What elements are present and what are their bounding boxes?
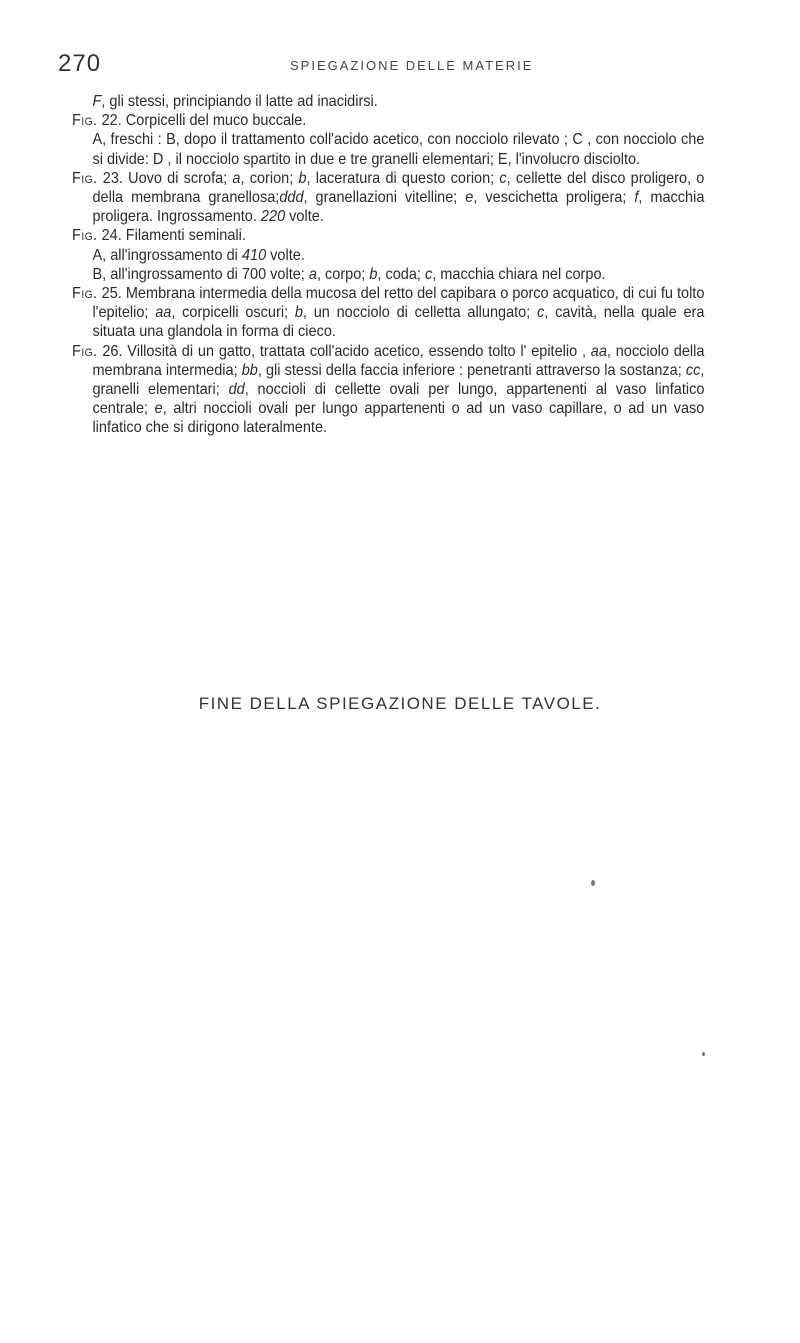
italic-reference: b — [294, 304, 303, 322]
caption-text: , cavità, nella quale era situata una glandola in forma di cieco. — [92, 304, 705, 341]
italic-reference: aa — [155, 304, 172, 322]
italic-reference: dd — [228, 381, 245, 399]
italic-reference: cc — [685, 361, 701, 379]
closing-line: FINE DELLA SPIEGAZIONE DELLE TAVOLE. — [198, 694, 602, 713]
caption-text: , corpo; — [316, 265, 370, 283]
italic-reference: 220 — [260, 208, 286, 226]
ink-speck — [702, 1052, 705, 1056]
italic-reference: c — [499, 169, 507, 187]
caption-text: , altri noccioli ovali per lungo appartenenti o ad un vaso capillare, o ad un vaso linfatico che si dirigono lateralmente. — [92, 400, 705, 437]
italic-reference: f — [634, 189, 639, 207]
figure-explanations — [72, 92, 704, 438]
caption-text: , corion; — [240, 169, 299, 187]
caption-detail — [72, 92, 704, 111]
caption-text: , cellette del disco proligero, o della membrana granellosa; — [92, 169, 705, 207]
italic-reference: e — [465, 189, 474, 207]
figure-label: Fig. — [72, 112, 98, 130]
caption-text: , un nocciolo di celletta allungato; — [302, 304, 538, 322]
caption-text: , macchia chiara nel corpo. — [432, 265, 606, 283]
italic-reference: bb — [241, 361, 258, 379]
caption-text: , noccioli di cellette ovali per lungo, appartenenti al vaso linfatico centrale; — [92, 381, 705, 418]
caption-text: 24. Filamenti seminali. — [97, 227, 246, 245]
italic-reference: b — [298, 169, 307, 187]
caption-text: , nocciolo della membrana intermedia; — [92, 342, 705, 379]
running-head: SPIEGAZIONE DELLE MATERIE — [290, 58, 534, 73]
page-header — [0, 50, 800, 80]
italic-reference: ddd — [279, 189, 304, 207]
figure-label: Fig. — [72, 169, 98, 187]
italic-reference: a — [308, 265, 317, 283]
ink-speck — [591, 880, 595, 886]
caption-text: A, all'ingrossamento di — [92, 246, 242, 264]
caption-text: 23. Uovo di scrofa; — [97, 169, 233, 187]
caption-text: volte. — [285, 208, 324, 226]
caption-text: , granelli elementari; — [92, 361, 705, 399]
italic-reference: aa — [590, 342, 607, 360]
caption-text: B, all'ingrossamento di 700 volte; — [92, 265, 309, 283]
figure-caption — [72, 342, 704, 438]
caption-text: , corpicelli oscuri; — [171, 304, 295, 322]
caption-text: , macchia proligera. Ingrossamento. — [92, 189, 705, 226]
caption-text: , laceratura di questo corion; — [306, 169, 500, 187]
figure-caption — [72, 226, 704, 245]
caption-text: A, freschi : B, dopo il trattamento coll'acido acetico, con nocciolo rilevato ; C , con nocciolo che si divide: D , il nocciolo spartito in due e tre granelli elementari; E, l'involucro disciolto. — [92, 131, 705, 168]
italic-reference: b — [369, 265, 378, 283]
page-number: 270 — [58, 50, 102, 77]
caption-detail — [72, 265, 704, 284]
figure-label: Fig. — [72, 342, 98, 360]
italic-reference: a — [232, 169, 241, 187]
caption-text: 25. Membrana intermedia della mucosa del retto del capibara o porco acquatico, di cui fu tolto l'epitelio; — [92, 285, 705, 322]
caption-text: , granellazioni vitelline; — [303, 189, 466, 207]
figure-caption — [72, 169, 704, 227]
figure-label: Fig. — [72, 227, 98, 245]
figure-label: Fig. — [72, 285, 98, 303]
caption-text: , coda; — [377, 265, 425, 283]
caption-text: , gli stessi, principiando il latte ad inacidirsi. — [101, 93, 378, 110]
figure-caption — [72, 111, 704, 130]
italic-reference: c — [424, 265, 433, 283]
figure-caption — [72, 284, 704, 342]
italic-reference: c — [537, 304, 545, 322]
italic-reference: F — [92, 93, 102, 110]
italic-reference: e — [154, 400, 163, 418]
caption-text: 26. Villosità di un gatto, trattata coll'acido acetico, essendo tolto l' epitelio , — [97, 342, 591, 360]
caption-detail — [72, 246, 704, 265]
caption-detail — [72, 130, 704, 168]
caption-text: 22. Corpicelli del muco buccale. — [97, 112, 307, 130]
caption-text: , gli stessi della faccia inferiore : penetranti attraverso la sostanza; — [257, 361, 686, 379]
italic-reference: 410 — [241, 246, 267, 264]
caption-text: , vescichetta proligera; — [473, 189, 635, 207]
caption-text: volte. — [266, 246, 305, 264]
